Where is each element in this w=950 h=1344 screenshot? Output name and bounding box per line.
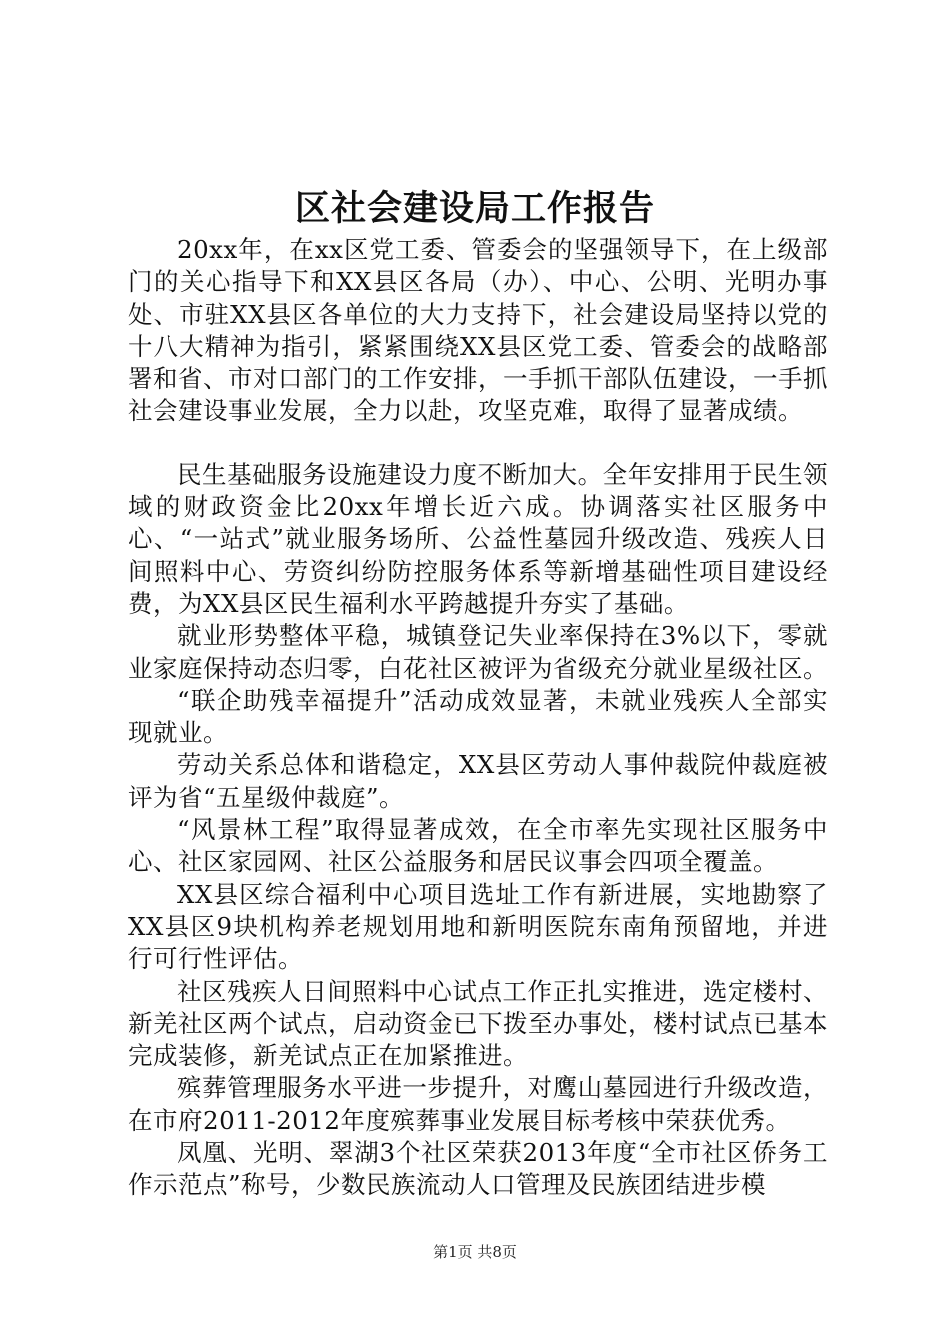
paragraph-infrastructure: 民生基础服务设施建设力度不断加大。全年安排用于民生领域的财政资金比20xx年增长近六成。协调落实社区服务中心、“一站式”就业服务场所、公益性墓园升级改造、残疾人日间照料中心、劳资纠纷防控服务体系等新增基础性项目建设经费，为XX县区民生福利水平跨越提升夯实了基础。 (128, 459, 828, 618)
paragraph-disability-employment: “联企助残幸福提升”活动成效显著，未就业残疾人全部实现就业。 (128, 685, 828, 748)
paragraph-welfare-center: XX县区综合福利中心项目选址工作有新进展，实地勘察了XX县区9块机构养老规划用地和新明医院东南角预留地，并进行可行性评估。 (128, 879, 828, 974)
paragraph-community-awards: 凤凰、光明、翠湖3个社区荣获2013年度“全市社区侨务工作示范点”称号，少数民族流动人口管理及民族团结进步模 (128, 1138, 828, 1200)
document-body (128, 234, 828, 1202)
paragraph-employment: 就业形势整体平稳，城镇登记失业率保持在3%以下，零就业家庭保持动态归零，白花社区被评为省级充分就业星级社区。 (128, 621, 828, 683)
paragraph-scenic-forest: “风景林工程”取得显著成效，在全市率先实现社区服务中心、社区家园网、社区公益服务和居民议事会四项全覆盖。 (128, 815, 828, 877)
paragraph-labor-relations: 劳动关系总体和谐稳定，XX县区劳动人事仲裁院仲裁庭被评为省“五星级仲裁庭”。 (128, 750, 828, 812)
paragraph-day-care: 社区残疾人日间照料中心试点工作正扎实推进，选定楼村、新羌社区两个试点，启动资金已下拨至办事处，楼村试点已基本完成装修，新羌试点正在加紧推进。 (128, 976, 828, 1071)
paragraph-intro: 20xx年，在xx区党工委、管委会的坚强领导下，在上级部门的关心指导下和XX县区各局（办）、中心、公明、光明办事处、市驻XX县区各单位的大力支持下，社会建设局坚持以党的十八大精神为指引，紧紧围绕XX县区党工委、管委会的战略部署和省、市对口部门的工作安排，一手抓干部队伍建设，一手抓社会建设事业发展，全力以赴，攻坚克难，取得了显著成绩。 (128, 235, 828, 426)
paragraph-funeral: 殡葬管理服务水平进一步提升，对鹰山墓园进行升级改造，在市府2011-2012年度殡葬事业发展目标考核中荣获优秀。 (128, 1073, 828, 1135)
document-title: 区社会建设局工作报告 (294, 188, 655, 229)
page-number: 第1页 共8页 (433, 1243, 517, 1261)
